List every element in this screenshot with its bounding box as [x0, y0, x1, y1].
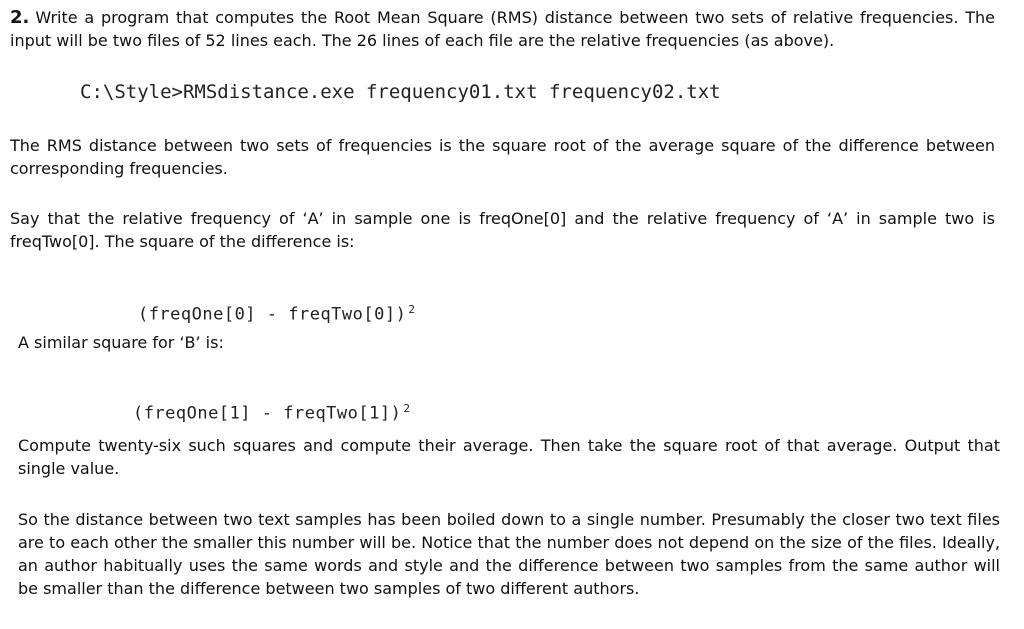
conclusion-paragraph: So the distance between two text samples has been boiled down to a single number. Presumably the closer two text files are to each other the smaller this number will be. Notice that the number does not depend on the size of the files. Ideally, an author habitually uses the same words and style and the difference between two samples from the same author will be smaller than the difference between two samples of two different authors.	[18, 510, 1000, 598]
compute-paragraph: Compute twenty-six such squares and compute their average. Then take the square root of that average. Output that single value.	[18, 436, 1000, 478]
formula-a-expression: (freqOne[0] - freqTwo[0])	[137, 304, 407, 325]
example-intro-paragraph: Say that the relative frequency of ‘A’ in sample one is freqOne[0] and the relative frequency of ‘A’ in sample two is freqTwo[0]. The square of the difference is:	[10, 209, 995, 251]
problem-intro-paragraph	[10, 6, 995, 52]
formula-a-exponent: 2	[408, 303, 416, 316]
problem-number: 2.	[10, 7, 30, 28]
rms-definition-paragraph: The RMS distance between two sets of frequencies is the square root of the average square of the difference between corresponding frequencies.	[10, 136, 995, 178]
command-line-example: C:\Style>RMSdistance.exe frequency01.txt frequency02.txt	[80, 81, 721, 103]
similar-square-text: A similar square for ‘B’ is:	[18, 333, 224, 352]
formula-b-expression: (freqOne[1] - freqTwo[1])	[132, 403, 402, 424]
formula-b-exponent: 2	[403, 402, 411, 415]
problem-intro-text: Write a program that computes the Root Mean Square (RMS) distance between two sets of relative frequencies. The input will be two files of 52 lines each. The 26 lines of each file are the relative frequencies (as above).	[10, 8, 995, 50]
